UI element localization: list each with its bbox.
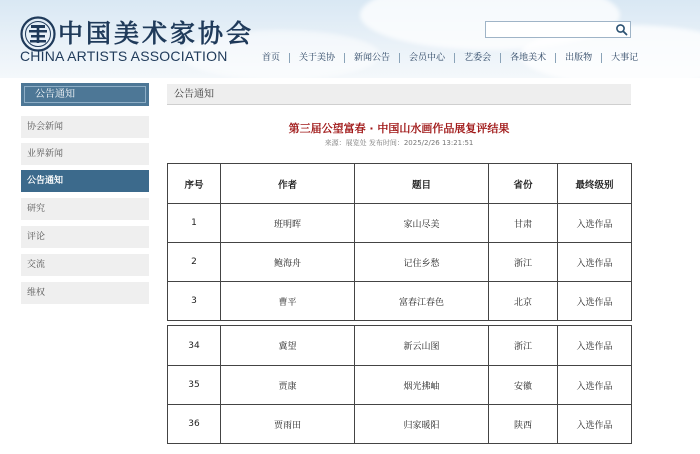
site-header: [0, 0, 700, 78]
table-row: [168, 282, 632, 321]
cell-index: 35: [168, 366, 221, 405]
cell-level: 入选作品: [558, 243, 632, 282]
cell-title: 归家暖阳: [355, 405, 489, 444]
cell-title: 新云山图: [355, 326, 489, 366]
cell-province: 浙江: [489, 243, 558, 282]
cell-index: 1: [168, 204, 221, 243]
cell-level: 入选作品: [558, 282, 632, 321]
cell-title: 家山尽美: [355, 204, 489, 243]
association-logo-icon[interactable]: [20, 16, 56, 52]
cell-index: 36: [168, 405, 221, 444]
cell-province: 北京: [489, 282, 558, 321]
sidebar-item-announcements[interactable]: 公告通知: [21, 170, 149, 192]
nav-regional-art[interactable]: 各地美术: [510, 53, 547, 63]
header-author: 作者: [221, 164, 355, 204]
table-row: [168, 366, 632, 405]
nav-news[interactable]: 新闻公告: [354, 53, 391, 63]
table-row: [168, 405, 632, 444]
cell-index: 34: [168, 326, 221, 366]
sidebar-item-commentary[interactable]: 评论: [21, 226, 149, 248]
cell-index: 2: [168, 243, 221, 282]
header-level: 最终级别: [558, 164, 632, 204]
logo-chinese-name[interactable]: 中国美术家协会: [58, 19, 255, 48]
cell-author: 冀望: [221, 326, 355, 366]
cell-author: 曹平: [221, 282, 355, 321]
cell-level: 入选作品: [558, 204, 632, 243]
sidebar-item-exchange[interactable]: 交流: [21, 254, 149, 276]
sidebar-item-rights[interactable]: 维权: [21, 282, 149, 304]
cell-province: 安徽: [489, 366, 558, 405]
header-index: 序号: [168, 164, 221, 204]
results-table-bottom: [167, 325, 632, 444]
cell-level: 入选作品: [558, 366, 632, 405]
sidebar-item-industry-news[interactable]: 业界新闻: [21, 143, 149, 165]
nav-home[interactable]: 首页: [262, 53, 281, 63]
sidebar-title: 公告通知: [21, 83, 149, 106]
nav-publications[interactable]: 出版物: [565, 53, 593, 63]
nav-about[interactable]: 关于美协: [299, 53, 336, 63]
article-title: 第三届公望富春 · 中国山水画作品展复评结果: [288, 122, 510, 135]
logo-english-name[interactable]: CHINA ARTISTS ASSOCIATION: [20, 48, 228, 64]
search-input[interactable]: [486, 22, 614, 37]
cell-level: 入选作品: [558, 326, 632, 366]
nav-art-committee[interactable]: 艺委会: [464, 53, 492, 63]
cell-index: 3: [168, 282, 221, 321]
sidebar-item-association-news[interactable]: 协会新闻: [21, 116, 149, 138]
cell-level: 入选作品: [558, 405, 632, 444]
nav-chronicle[interactable]: 大事记: [611, 53, 639, 63]
cell-author: 班明晖: [221, 204, 355, 243]
cell-title: 富春江春色: [355, 282, 489, 321]
header-province: 省份: [489, 164, 558, 204]
search-box: [485, 21, 631, 38]
main-nav: [253, 51, 647, 65]
cell-title: 记住乡愁: [355, 243, 489, 282]
search-icon[interactable]: [615, 23, 628, 36]
table-header-row: [168, 164, 632, 204]
table-row: [168, 243, 632, 282]
table-row: [168, 204, 632, 243]
sidebar-item-research[interactable]: 研究: [21, 198, 149, 220]
cell-author: 贾雨田: [221, 405, 355, 444]
cell-author: 贾康: [221, 366, 355, 405]
cell-province: 甘肃: [489, 204, 558, 243]
header-title: 题目: [355, 164, 489, 204]
results-table-top: [167, 163, 632, 321]
article-meta: 来源：展览处 发布时间：2025/2/26 13:21:51: [324, 139, 474, 147]
cell-title: 烟光拂岫: [355, 366, 489, 405]
nav-members[interactable]: 会员中心: [409, 53, 446, 63]
cell-province: 浙江: [489, 326, 558, 366]
cell-province: 陕西: [489, 405, 558, 444]
table-row: [168, 326, 632, 366]
cell-author: 鲍海舟: [221, 243, 355, 282]
section-header: 公告通知: [167, 84, 631, 105]
